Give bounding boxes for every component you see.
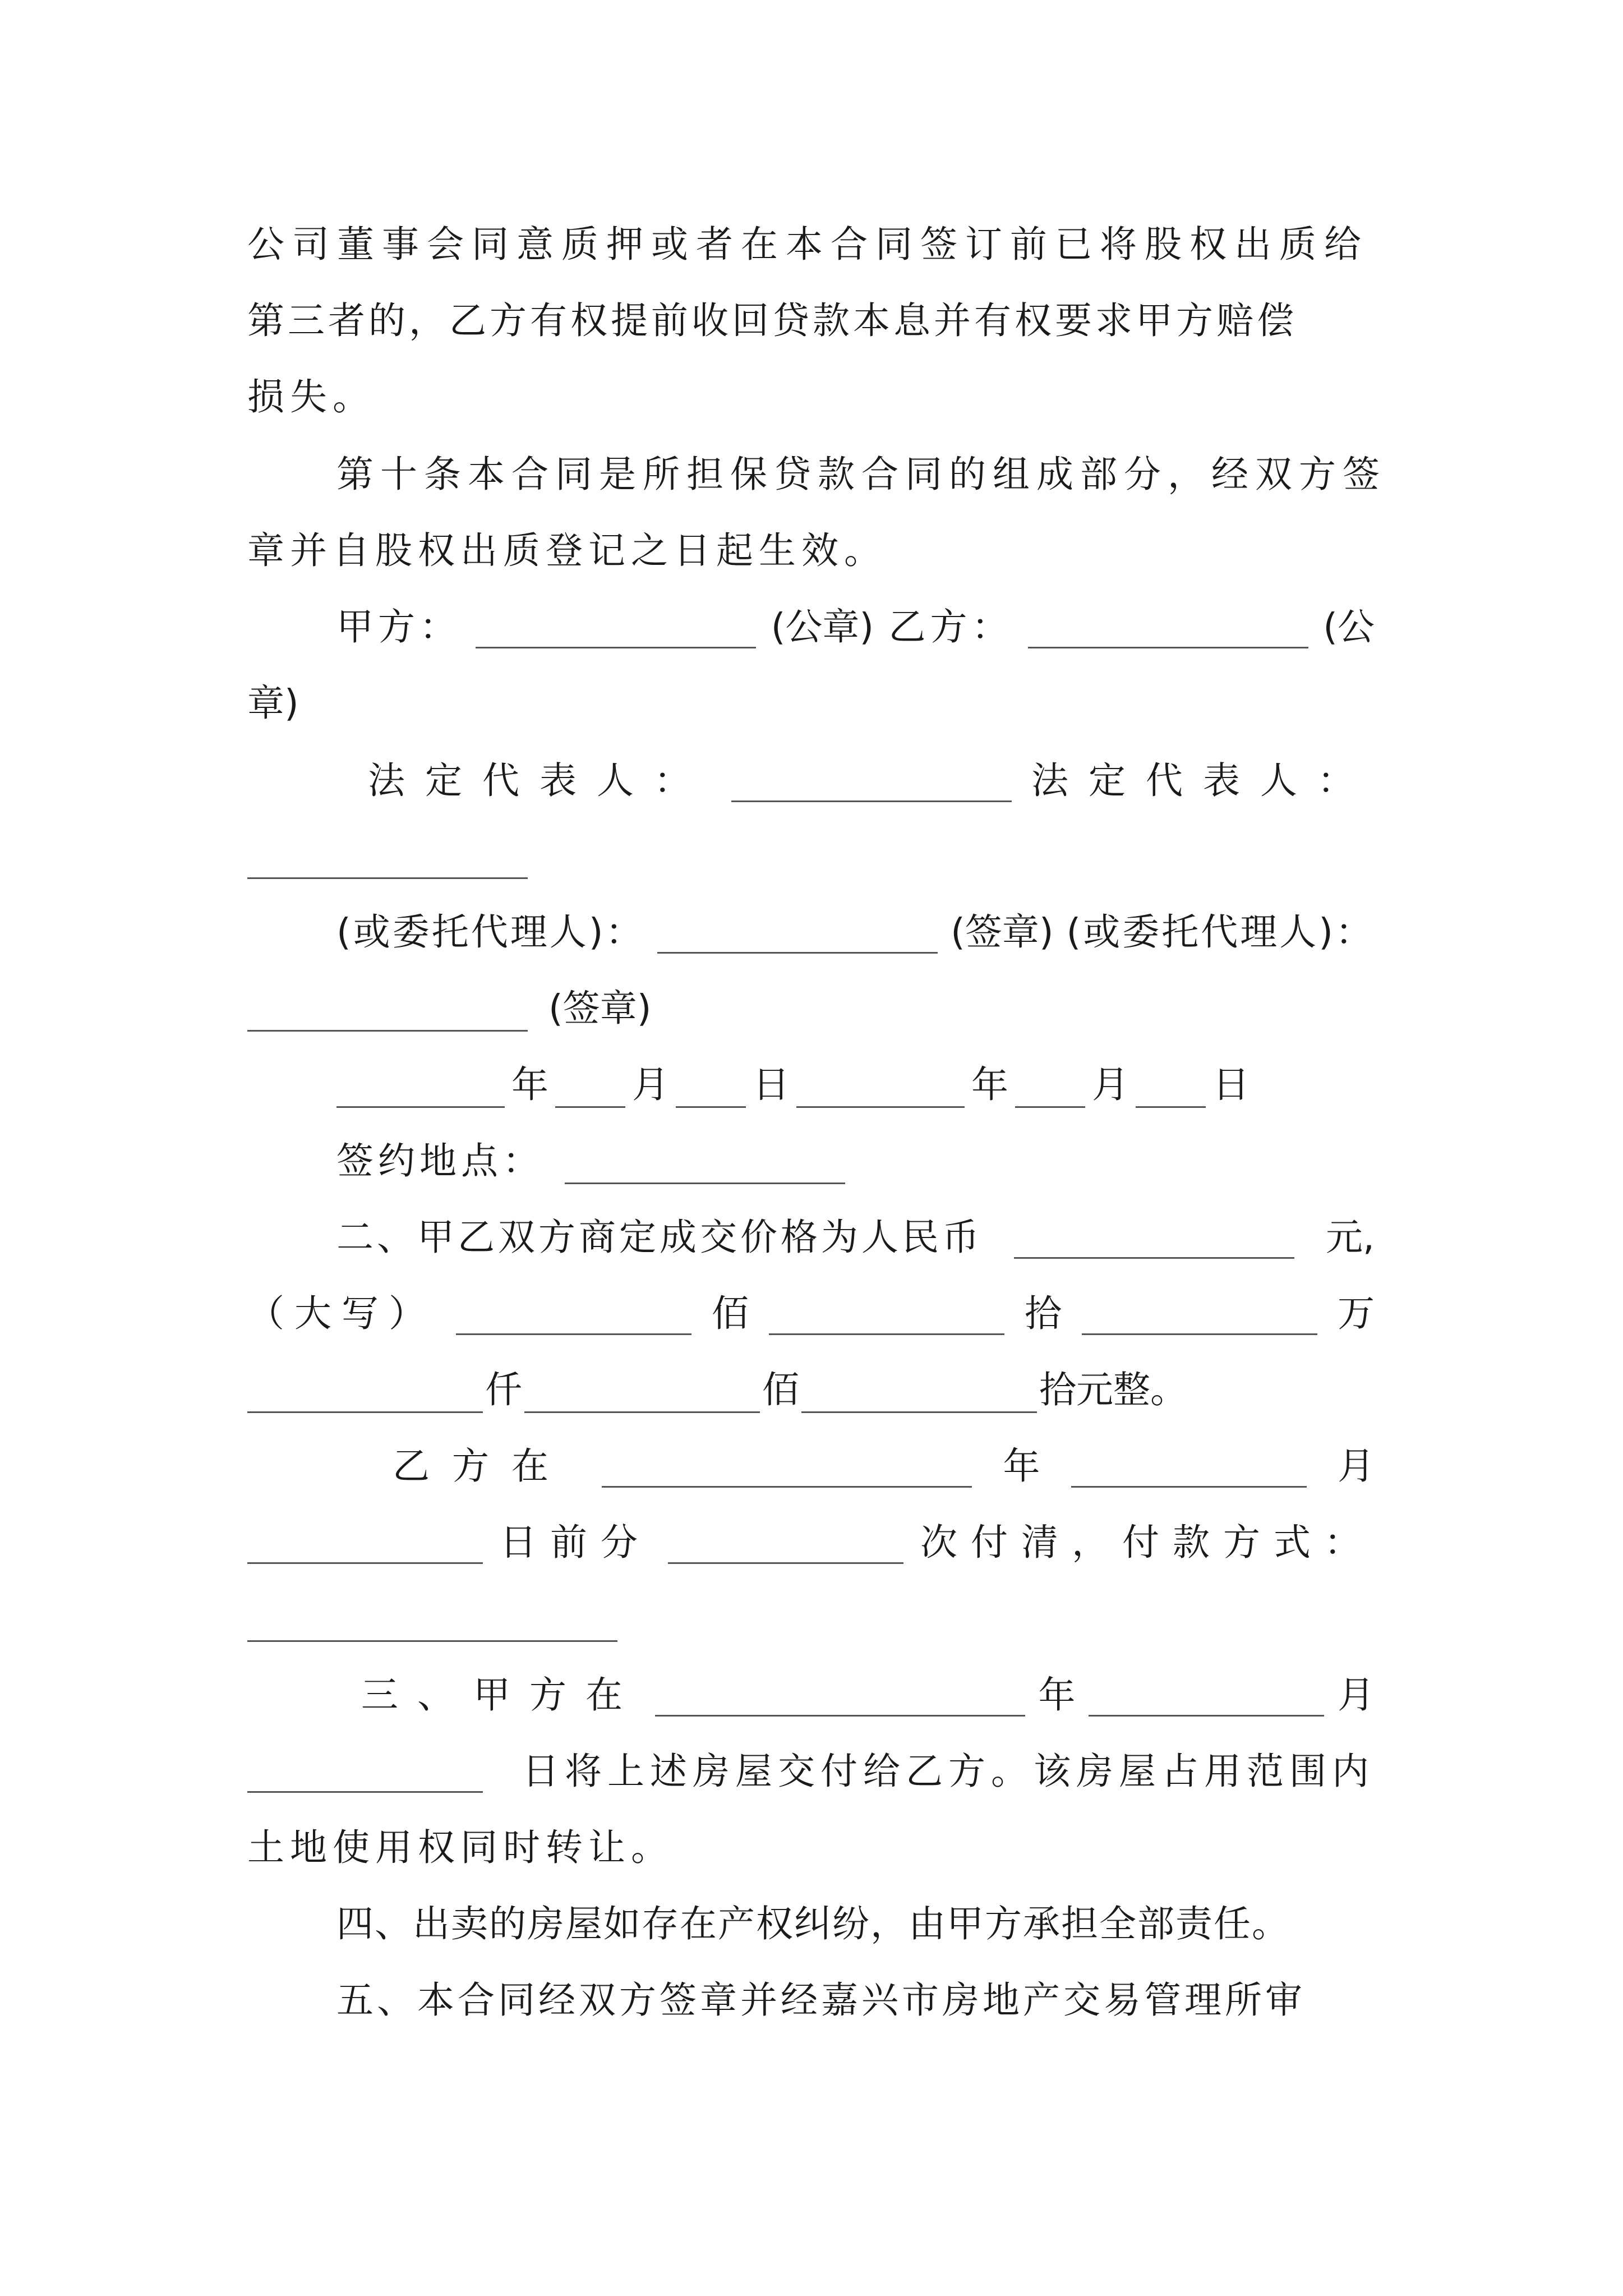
representative-line [368, 747, 1375, 815]
payment-method-blank[interactable] [247, 1595, 617, 1642]
text-line [247, 822, 1375, 890]
party-b-blank[interactable] [1028, 602, 1308, 648]
year-label: 年 [971, 1063, 1008, 1106]
text-line [247, 1509, 1375, 1576]
date-line [336, 1051, 1375, 1119]
place-line [336, 1128, 1375, 1195]
pay-month-blank[interactable] [1071, 1441, 1307, 1488]
text-line [247, 670, 1375, 737]
text-line [247, 517, 1375, 585]
seal-a-label: (公章) [771, 605, 874, 648]
sign-b-label: (签章) [548, 987, 652, 1030]
daxie-label: （大写） [247, 1292, 436, 1335]
agent-b-blank[interactable] [247, 985, 528, 1032]
bai-blank[interactable] [456, 1289, 691, 1335]
ri-qian-fen-label: 日前分 [500, 1521, 651, 1564]
yue-label: 月 [1338, 1673, 1375, 1717]
qian-label: 仟 [485, 1368, 522, 1411]
pay-times-blank[interactable] [668, 1517, 903, 1564]
line-text: 损失。 [247, 375, 375, 418]
day-a-blank[interactable] [676, 1061, 746, 1108]
yue-label: 月 [1338, 1444, 1375, 1488]
day-b-blank[interactable] [1136, 1061, 1206, 1108]
clause-4-text: 四、出卖的房屋如存在产权纠纷，由甲方承担全部责任。 [336, 1902, 1290, 1945]
clause-3-text: 日将上述房屋交付给乙方。该房屋占用范围内 [522, 1750, 1375, 1793]
clause-5-text: 五、本合同经双方签章并经嘉兴市房地产交易管理所审 [336, 1978, 1306, 2022]
year-label: 年 [511, 1063, 548, 1106]
rep-a-label: 法定代表人： [368, 759, 711, 802]
yuan-label: 元, [1326, 1216, 1375, 1259]
shi2-blank[interactable] [801, 1366, 1037, 1413]
party-a-blank[interactable] [476, 602, 756, 648]
day-label: 日 [1212, 1063, 1249, 1106]
text-line [247, 1814, 1375, 1881]
line-text: 章并自股权出质登记之日起生效。 [247, 529, 887, 572]
seal-b-label-start: (公 [1323, 605, 1375, 648]
month-label: 月 [632, 1063, 669, 1106]
clause-2 [336, 1204, 1375, 1271]
text-line [247, 1585, 1375, 1653]
deliver-month-blank[interactable] [1089, 1670, 1324, 1717]
sign-a-label: (签章) [951, 910, 1054, 954]
nian-label: 年 [1003, 1444, 1040, 1488]
agent-b-label: (或委托代理人)： [1066, 910, 1375, 954]
agent-a-blank[interactable] [657, 907, 938, 954]
bai2-label: 佰 [762, 1368, 799, 1411]
yi-zai-label: 乙方在 [393, 1444, 571, 1488]
nian-label: 年 [1038, 1673, 1076, 1717]
clause-3-prefix: 三、甲方在 [361, 1673, 642, 1717]
ci-fu-qing-label: 次付清，付款方式： [920, 1521, 1375, 1564]
line-text: 第十条本合同是所担保贷款合同的组成部分，经双方签 [336, 453, 1386, 496]
rep-b-label: 法定代表人： [1031, 759, 1375, 802]
bai2-blank[interactable] [524, 1366, 760, 1413]
pay-day-blank[interactable] [247, 1517, 483, 1564]
party-a-label: 甲方： [336, 605, 461, 648]
shi-blank[interactable] [769, 1289, 1004, 1335]
text-line [247, 1280, 1375, 1347]
agent-line [336, 899, 1375, 966]
deliver-day-blank[interactable] [247, 1746, 483, 1793]
text-line [247, 1356, 1375, 1424]
rep-b-blank[interactable] [247, 832, 528, 879]
deliver-year-blank[interactable] [655, 1670, 1025, 1717]
day-label: 日 [753, 1063, 790, 1106]
price-blank[interactable] [1014, 1212, 1294, 1259]
line-text: 公司董事会同意质押或者在本合同签订前已将股权出质给 [247, 223, 1369, 266]
agent-a-label: (或委托代理人)： [336, 910, 645, 954]
clause-5 [336, 1967, 1375, 2034]
seal-b-label-end: 章) [247, 682, 299, 725]
place-blank[interactable] [565, 1138, 845, 1184]
text-line [247, 975, 1375, 1042]
year-b-blank[interactable] [796, 1061, 965, 1108]
text-line [247, 211, 1375, 278]
party-b-label: 乙方： [888, 605, 1013, 648]
line-text: 第三者的，乙方有权提前收回贷款本息并有权要求甲方赔偿 [247, 299, 1297, 342]
shiyuan-label: 拾元整。 [1039, 1368, 1187, 1411]
month-b-blank[interactable] [1015, 1061, 1085, 1108]
wan-label: 万 [1338, 1292, 1375, 1335]
qian-blank[interactable] [247, 1366, 483, 1413]
year-a-blank[interactable] [336, 1061, 505, 1108]
clause-2-text: 二、甲乙双方商定成交价格为人民币 [336, 1216, 983, 1259]
party-line [336, 593, 1375, 661]
month-label: 月 [1092, 1063, 1129, 1106]
place-label: 签约地点： [336, 1139, 544, 1182]
pay-year-blank[interactable] [602, 1441, 972, 1488]
shi-label: 拾 [1025, 1292, 1062, 1335]
text-line [247, 287, 1375, 355]
bai-label: 佰 [712, 1292, 749, 1335]
payment-line [393, 1433, 1375, 1500]
clause-10 [336, 441, 1386, 508]
clause-3 [361, 1662, 1375, 1729]
clause-4 [336, 1890, 1375, 1958]
clause-3-cont: 土地使用权同时转让。 [247, 1826, 674, 1869]
wan-blank[interactable] [1082, 1289, 1317, 1335]
rep-a-blank[interactable] [731, 756, 1012, 802]
text-line [247, 364, 1375, 431]
text-line [247, 1738, 1375, 1805]
month-a-blank[interactable] [555, 1061, 625, 1108]
